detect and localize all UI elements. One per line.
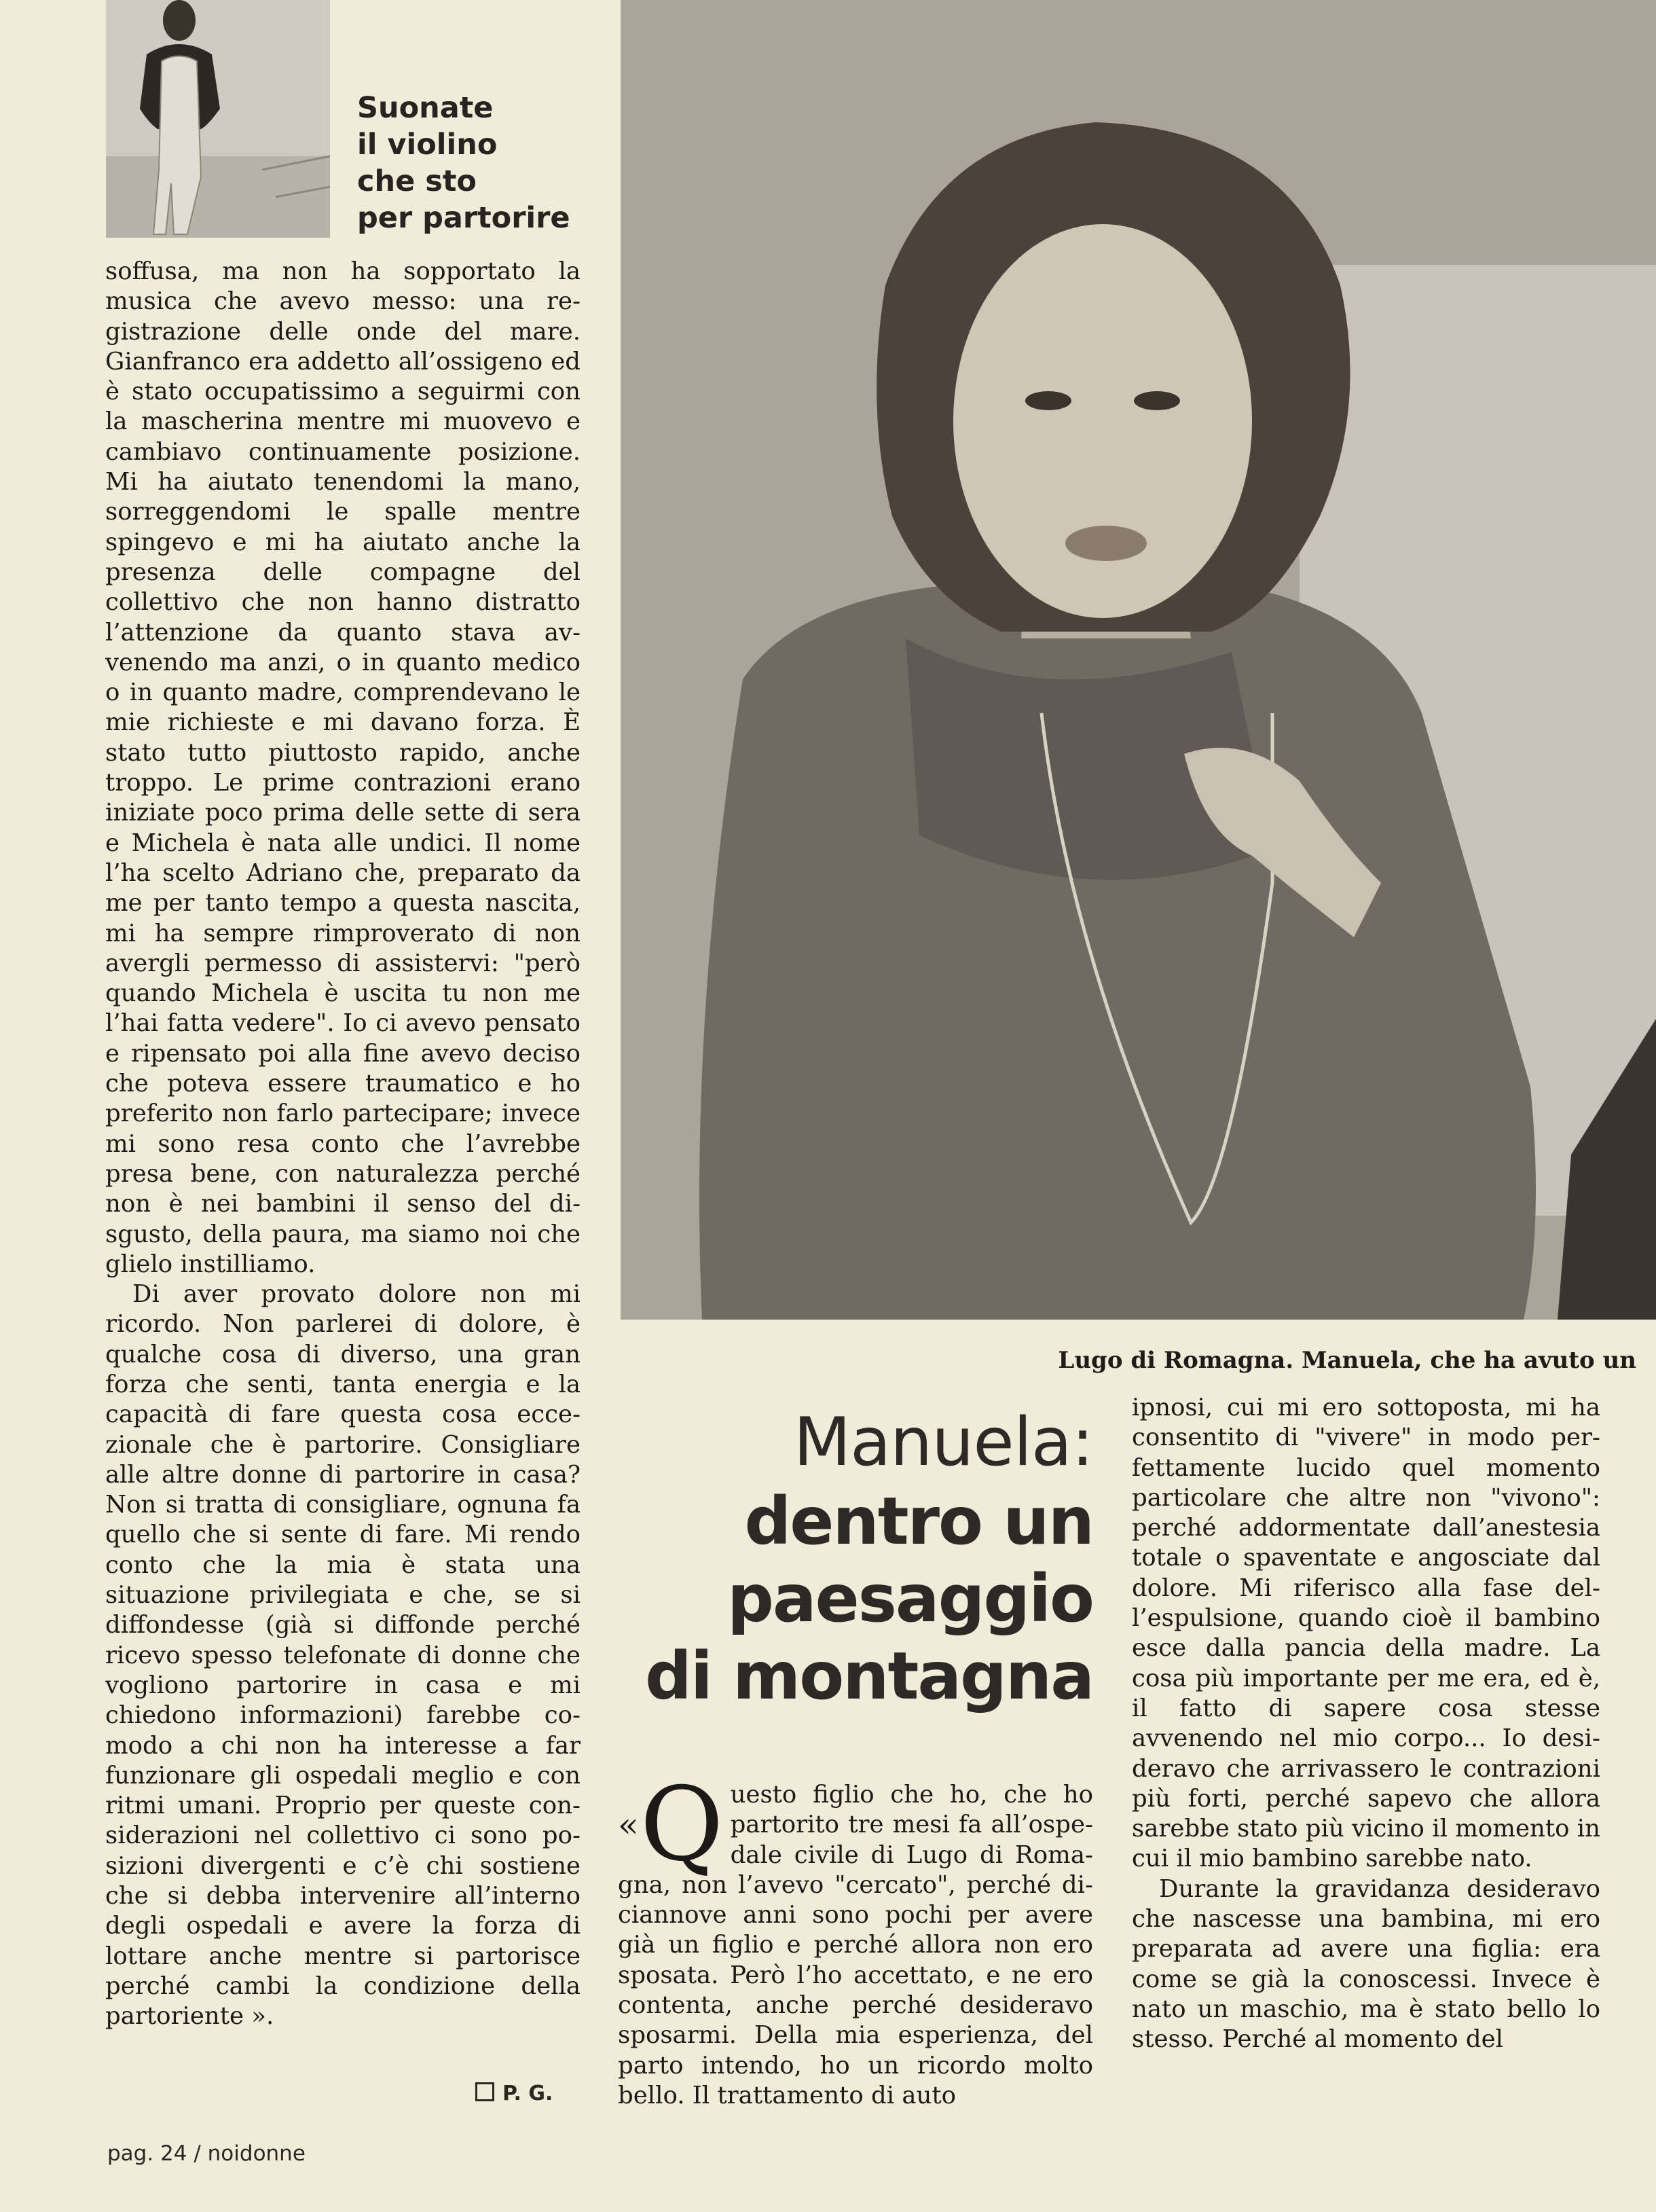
paragraph: soffusa, ma non ha sopportato la musica che avevo messo: una registrazione delle onde del mare. Gianfranco era addetto all’ossigeno ed è stato occupatissimo a seguirmi con la mascherina mentre mi muovevo e cambiavo continuamente posizione. Mi ha aiutato tenendomi la mano, sorreggendomi le spalle mentre spingevo e mi ha aiutato anche la presenza delle compagne del collettivo che non hanno distratto l’attenzione da quanto stava avvenendo ma anzi, o in quanto medico o in quanto madre, comprendevano le mie richieste e mi davano forza. È stato tutto piuttosto rapido, anche troppo. Le prime contrazioni erano iniziate poco prima delle sette di sera e Michela è nata alle undici. Il nome l’ha scelto Adriano che, preparato da me per tanto tempo a questa nascita, mi ha sempre rimproverato di non avergli permesso di assistervi: "però quando Michela è uscita tu non me l’hai fatta vedere". Io ci avevo pensato e ripensato poi alla fine avevo deciso che poteva essere traumatico e ho preferito non farlo partecipare; invece mi sono resa conto che l’avrebbe presa bene, con naturalezza perché non è nei bambini il senso del disgusto, della paura, ma siamo noi che glielo instilliamo. bbox=[105, 257, 581, 1278]
woman-walking-photo bbox=[106, 0, 330, 238]
open-quote: « bbox=[618, 1805, 639, 1845]
photo-caption: Lugo di Romagna. Manuela, che ha avuto un bbox=[1058, 1347, 1636, 1374]
headline-line: dentro un bbox=[744, 1483, 1093, 1559]
subheading-line: il violino bbox=[357, 128, 498, 162]
paragraph: ipnosi, cui mi ero sottoposta, mi ha consentito di "vivere" in modo perfettamente lucido quel momento particolare che altre non "vivono": perché addormentate dall’anestesia totale o spaventate e angosciate dal dolore. Mi riferisco alla fase dell’espulsione, quando cioè il bambino esce dalla pancia della madre. La cosa più importante per me era, ed è, il fatto di sapere cosa stesse avvenendo nel mio corpo... Io desideravo che arrivassero le contrazioni più forti, perché sapevo che allora sarebbe stato più vicino il momento in cui il mio bambino sarebbe nato. bbox=[1132, 1394, 1600, 1873]
author-signature bbox=[475, 2082, 584, 2105]
paragraph: Di aver provato dolore non mi ricordo. Non parlerei di dolore, è qualche cosa di diverso, una gran forza che senti, tanta energia e la capacità di fare questa cosa eccezionale che è partorire. Consigliare alle altre donne di partorire in casa? Non si tratta di consigliare, ognuna fa quello che si sente di fare. Mi rendo conto che la mia è stata una situazione privilegiata e che, se si diffondesse (già si diffonde perché ricevo spesso telefonate di donne che vogliono partorire in casa e mi chiedono informazioni) farebbe comodo a chi non ha interesse a far funzionare gli ospedali meglio e con ritmi umani. Proprio per queste considerazioni nel collettivo ci sono posizioni divergenti e c’è chi sostiene che si debba intervenire all’interno degli ospedali e avere la forza di lottare anche mentre si partorisce perché cambi la condizione della partoriente ». bbox=[105, 1280, 581, 2031]
page-footer: pag. 24 / noidonne bbox=[107, 2141, 306, 2166]
left-column-text bbox=[105, 257, 581, 2032]
headline-line: paesaggio bbox=[727, 1561, 1093, 1637]
signature-text: P. G. bbox=[502, 2082, 553, 2105]
paragraph: Durante la gravidanza desideravo che nascesse una bambina, mi ero preparata ad avere una figlia: era come se già la conoscessi. Invece è nato un maschio, ma è stato bello lo stesso. Perché al momento del bbox=[1132, 1874, 1600, 2054]
article-headline bbox=[597, 1402, 1093, 1715]
paragraph-text: uesto figlio che ho, che ho partorito tre mesi fa all’ospedale civile di Lugo di Romagna, non l’avevo "cercato", perché diciannove anni sono pochi per avere già un figlio e perché allora non ero sposata. Però l’ho accettato, e ne ero contenta, anche perché desideravo sposarmi. Della mia esperienza, del parto intendo, ho un ricordo molto bello. Il trattamento di auto bbox=[618, 1781, 1093, 2109]
woman-walking-illustration bbox=[106, 0, 330, 238]
headline-line: di montagna bbox=[645, 1638, 1093, 1714]
headline-line: Manuela: bbox=[793, 1404, 1093, 1481]
drop-cap-letter: Q bbox=[640, 1766, 724, 1884]
paragraph bbox=[618, 1766, 1093, 2111]
middle-column-text bbox=[618, 1766, 1093, 2111]
subheading-line: che sto bbox=[357, 164, 477, 198]
square-icon bbox=[475, 2082, 494, 2101]
portrait-illustration bbox=[621, 0, 1656, 1320]
drop-cap bbox=[618, 1766, 724, 1884]
right-column-text bbox=[1132, 1393, 1600, 2055]
subheading-line: per partorire bbox=[357, 201, 570, 235]
subheading-line: Suonate bbox=[357, 91, 494, 125]
portrait-photo bbox=[621, 0, 1656, 1320]
sidebar-subheading bbox=[357, 90, 615, 236]
